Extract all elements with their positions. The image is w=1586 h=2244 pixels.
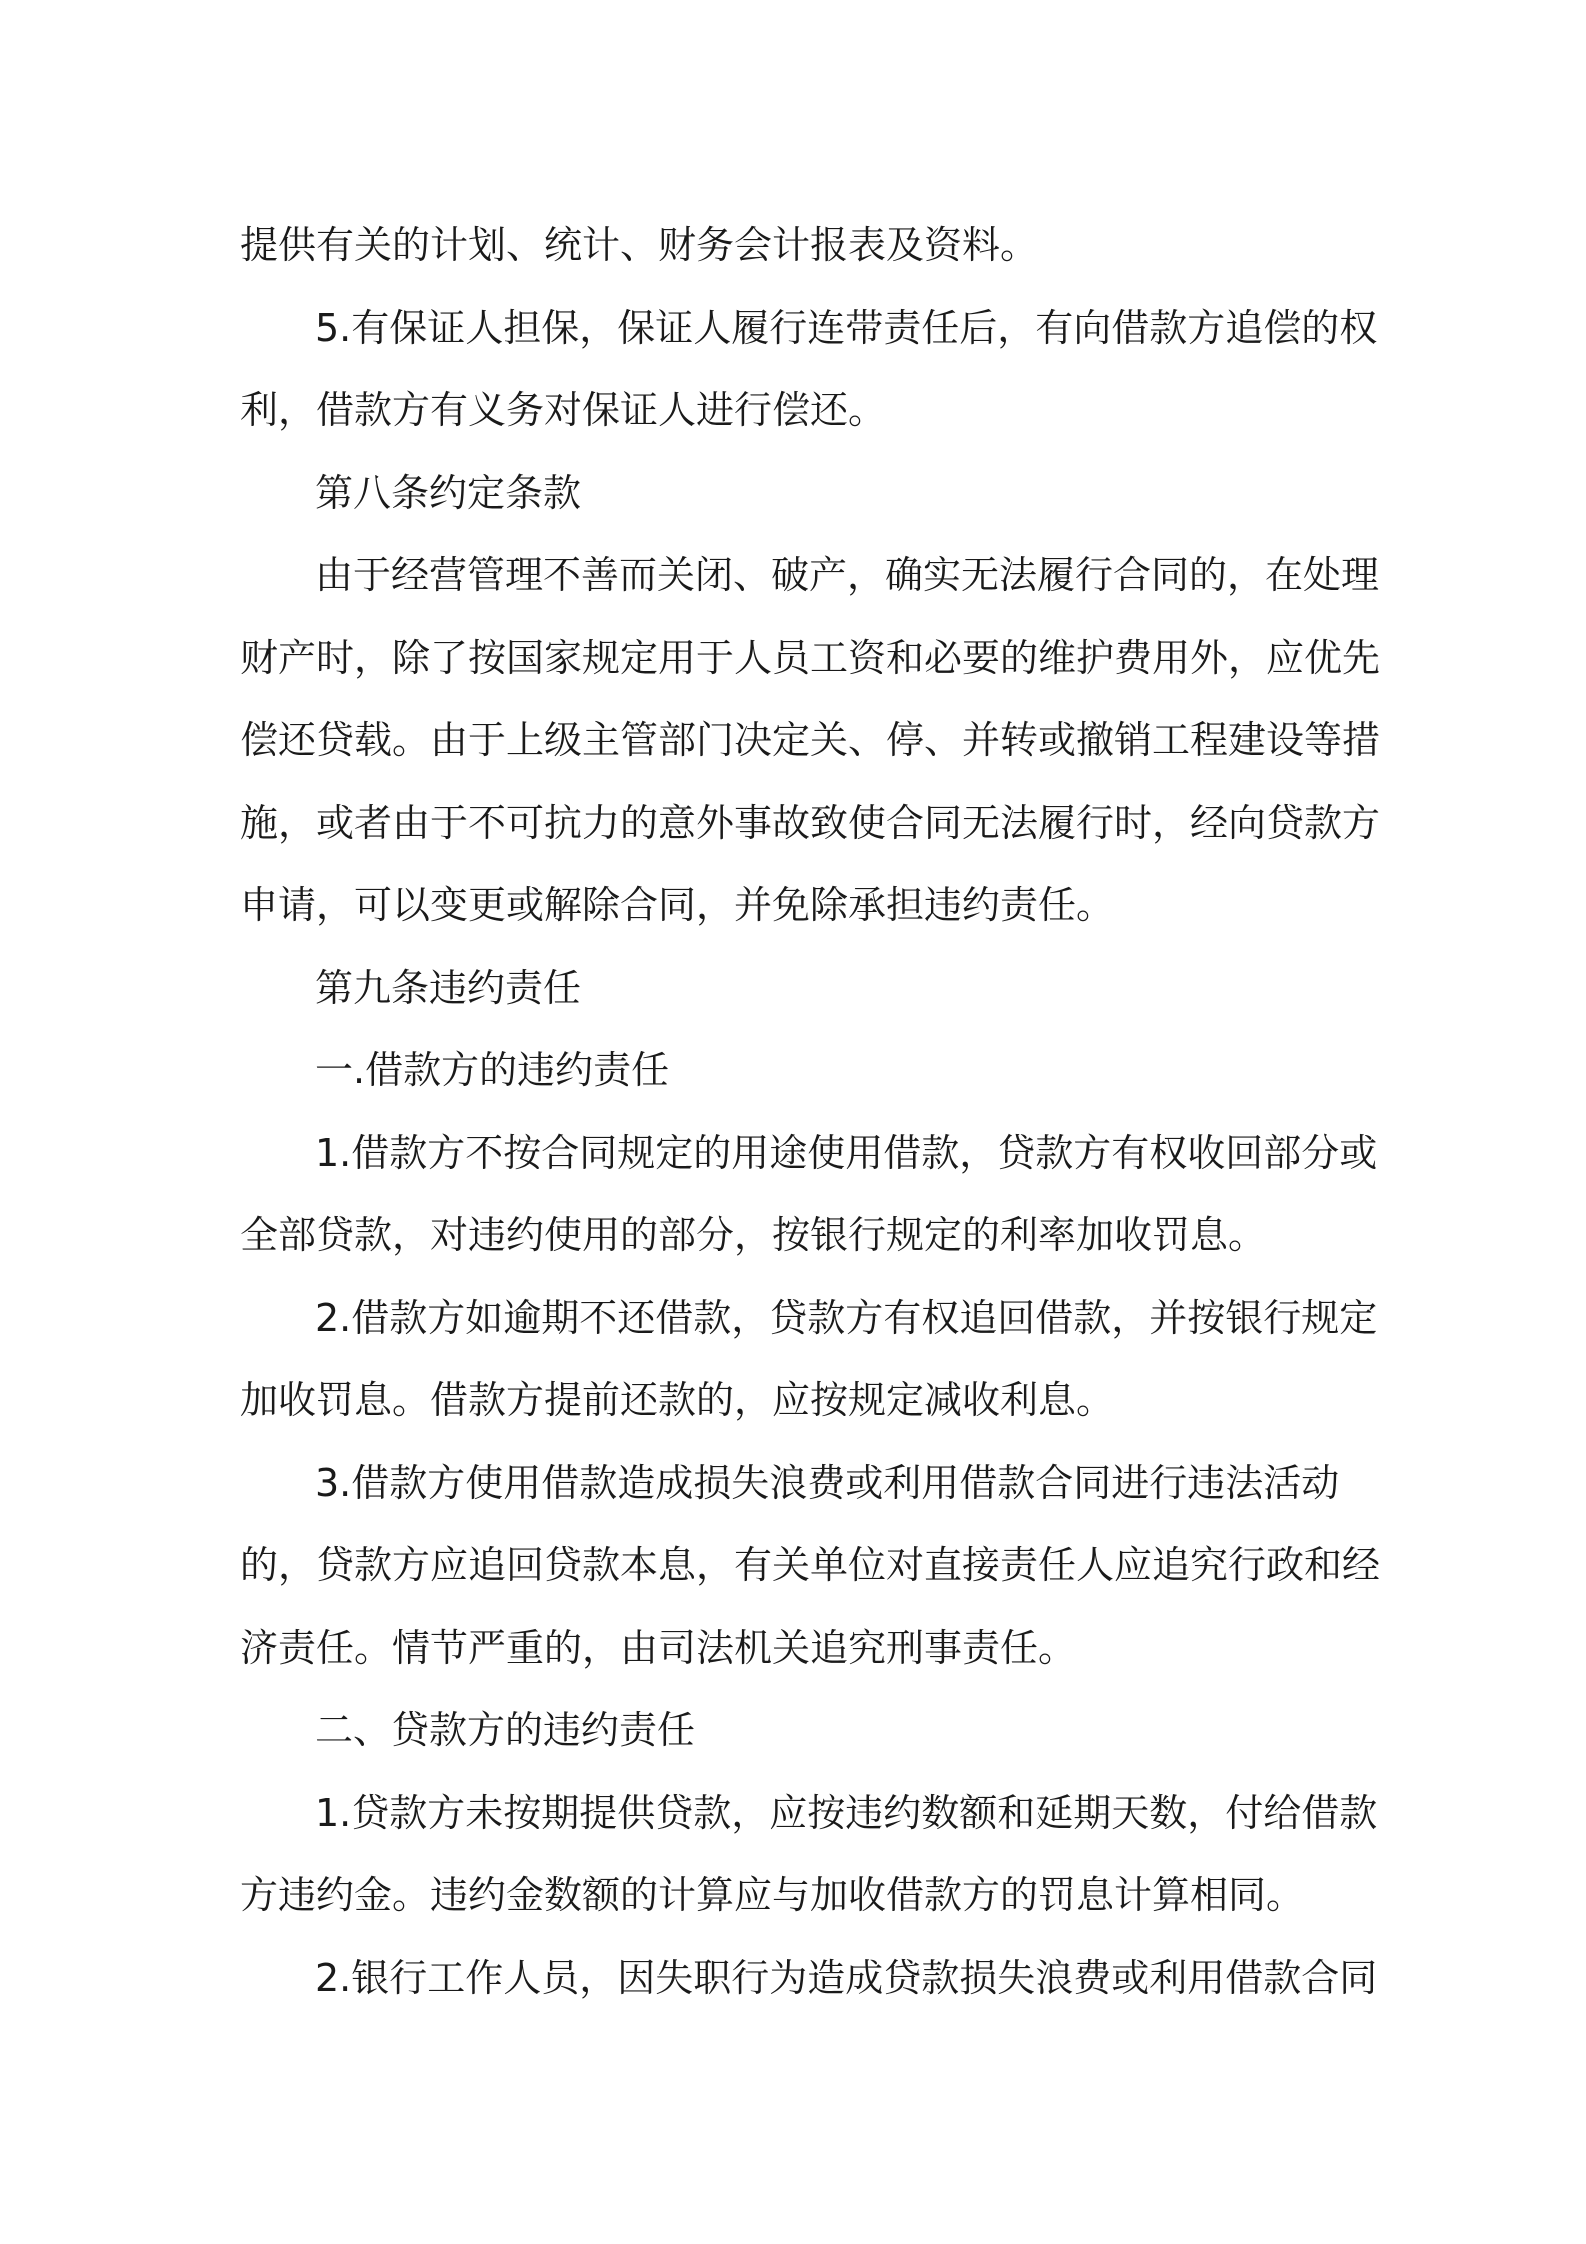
text-line: 方违约金。违约金数额的计算应与加收借款方的罚息计算相同。	[240, 1873, 1305, 1917]
text-line: 偿还贷载。由于上级主管部门决定关、停、并转或撤销工程建设等措	[240, 718, 1381, 762]
document-body	[240, 204, 1381, 2019]
text-line: 财产时，除了按国家规定用于人员工资和必要的维护费用外，应优先	[240, 635, 1381, 680]
text-line: 全部贷款，对违约使用的部分，按银行规定的利率加收罚息。	[240, 1213, 1267, 1257]
text-line: 申请，可以变更或解除合同，并免除承担违约责任。	[240, 883, 1115, 927]
text-line: 1.贷款方未按期提供贷款，应按违约数额和延期天数，付给借款	[315, 1790, 1378, 1835]
section-heading: 第八条约定条款	[315, 470, 582, 515]
text-line: 2.银行工作人员，因失职行为造成贷款损失浪费或利用借款合同	[315, 1955, 1378, 2000]
text-line: 利，借款方有义务对保证人进行偿还。	[240, 388, 887, 432]
text-line: 2.借款方如逾期不还借款，贷款方有权追回借款，并按银行规定	[315, 1295, 1378, 1340]
text-line: 施，或者由于不可抗力的意外事故致使合同无法履行时，经向贷款方	[240, 800, 1381, 845]
subsection-heading: 一.借款方的违约责任	[315, 1048, 670, 1092]
subsection-heading: 二、贷款方的违约责任	[315, 1708, 696, 1752]
text-line: 由于经营管理不善而关闭、破产，确实无法履行合同的，在处理	[315, 553, 1380, 597]
text-line: 的，贷款方应追回贷款本息，有关单位对直接责任人应追究行政和经	[240, 1543, 1381, 1587]
text-line: 提供有关的计划、统计、财务会计报表及资料。	[240, 223, 1039, 267]
text-line: 3.借款方使用借款造成损失浪费或利用借款合同进行违法活动	[315, 1460, 1340, 1505]
text-line: 济责任。情节严重的，由司法机关追究刑事责任。	[240, 1625, 1077, 1670]
section-heading: 第九条违约责任	[315, 965, 582, 1010]
text-line: 加收罚息。借款方提前还款的，应按规定减收利息。	[240, 1378, 1115, 1422]
text-line: 5.有保证人担保，保证人履行连带责任后，有向借款方追偿的权	[315, 305, 1378, 350]
text-line: 1.借款方不按合同规定的用途使用借款，贷款方有权收回部分或	[315, 1130, 1378, 1175]
